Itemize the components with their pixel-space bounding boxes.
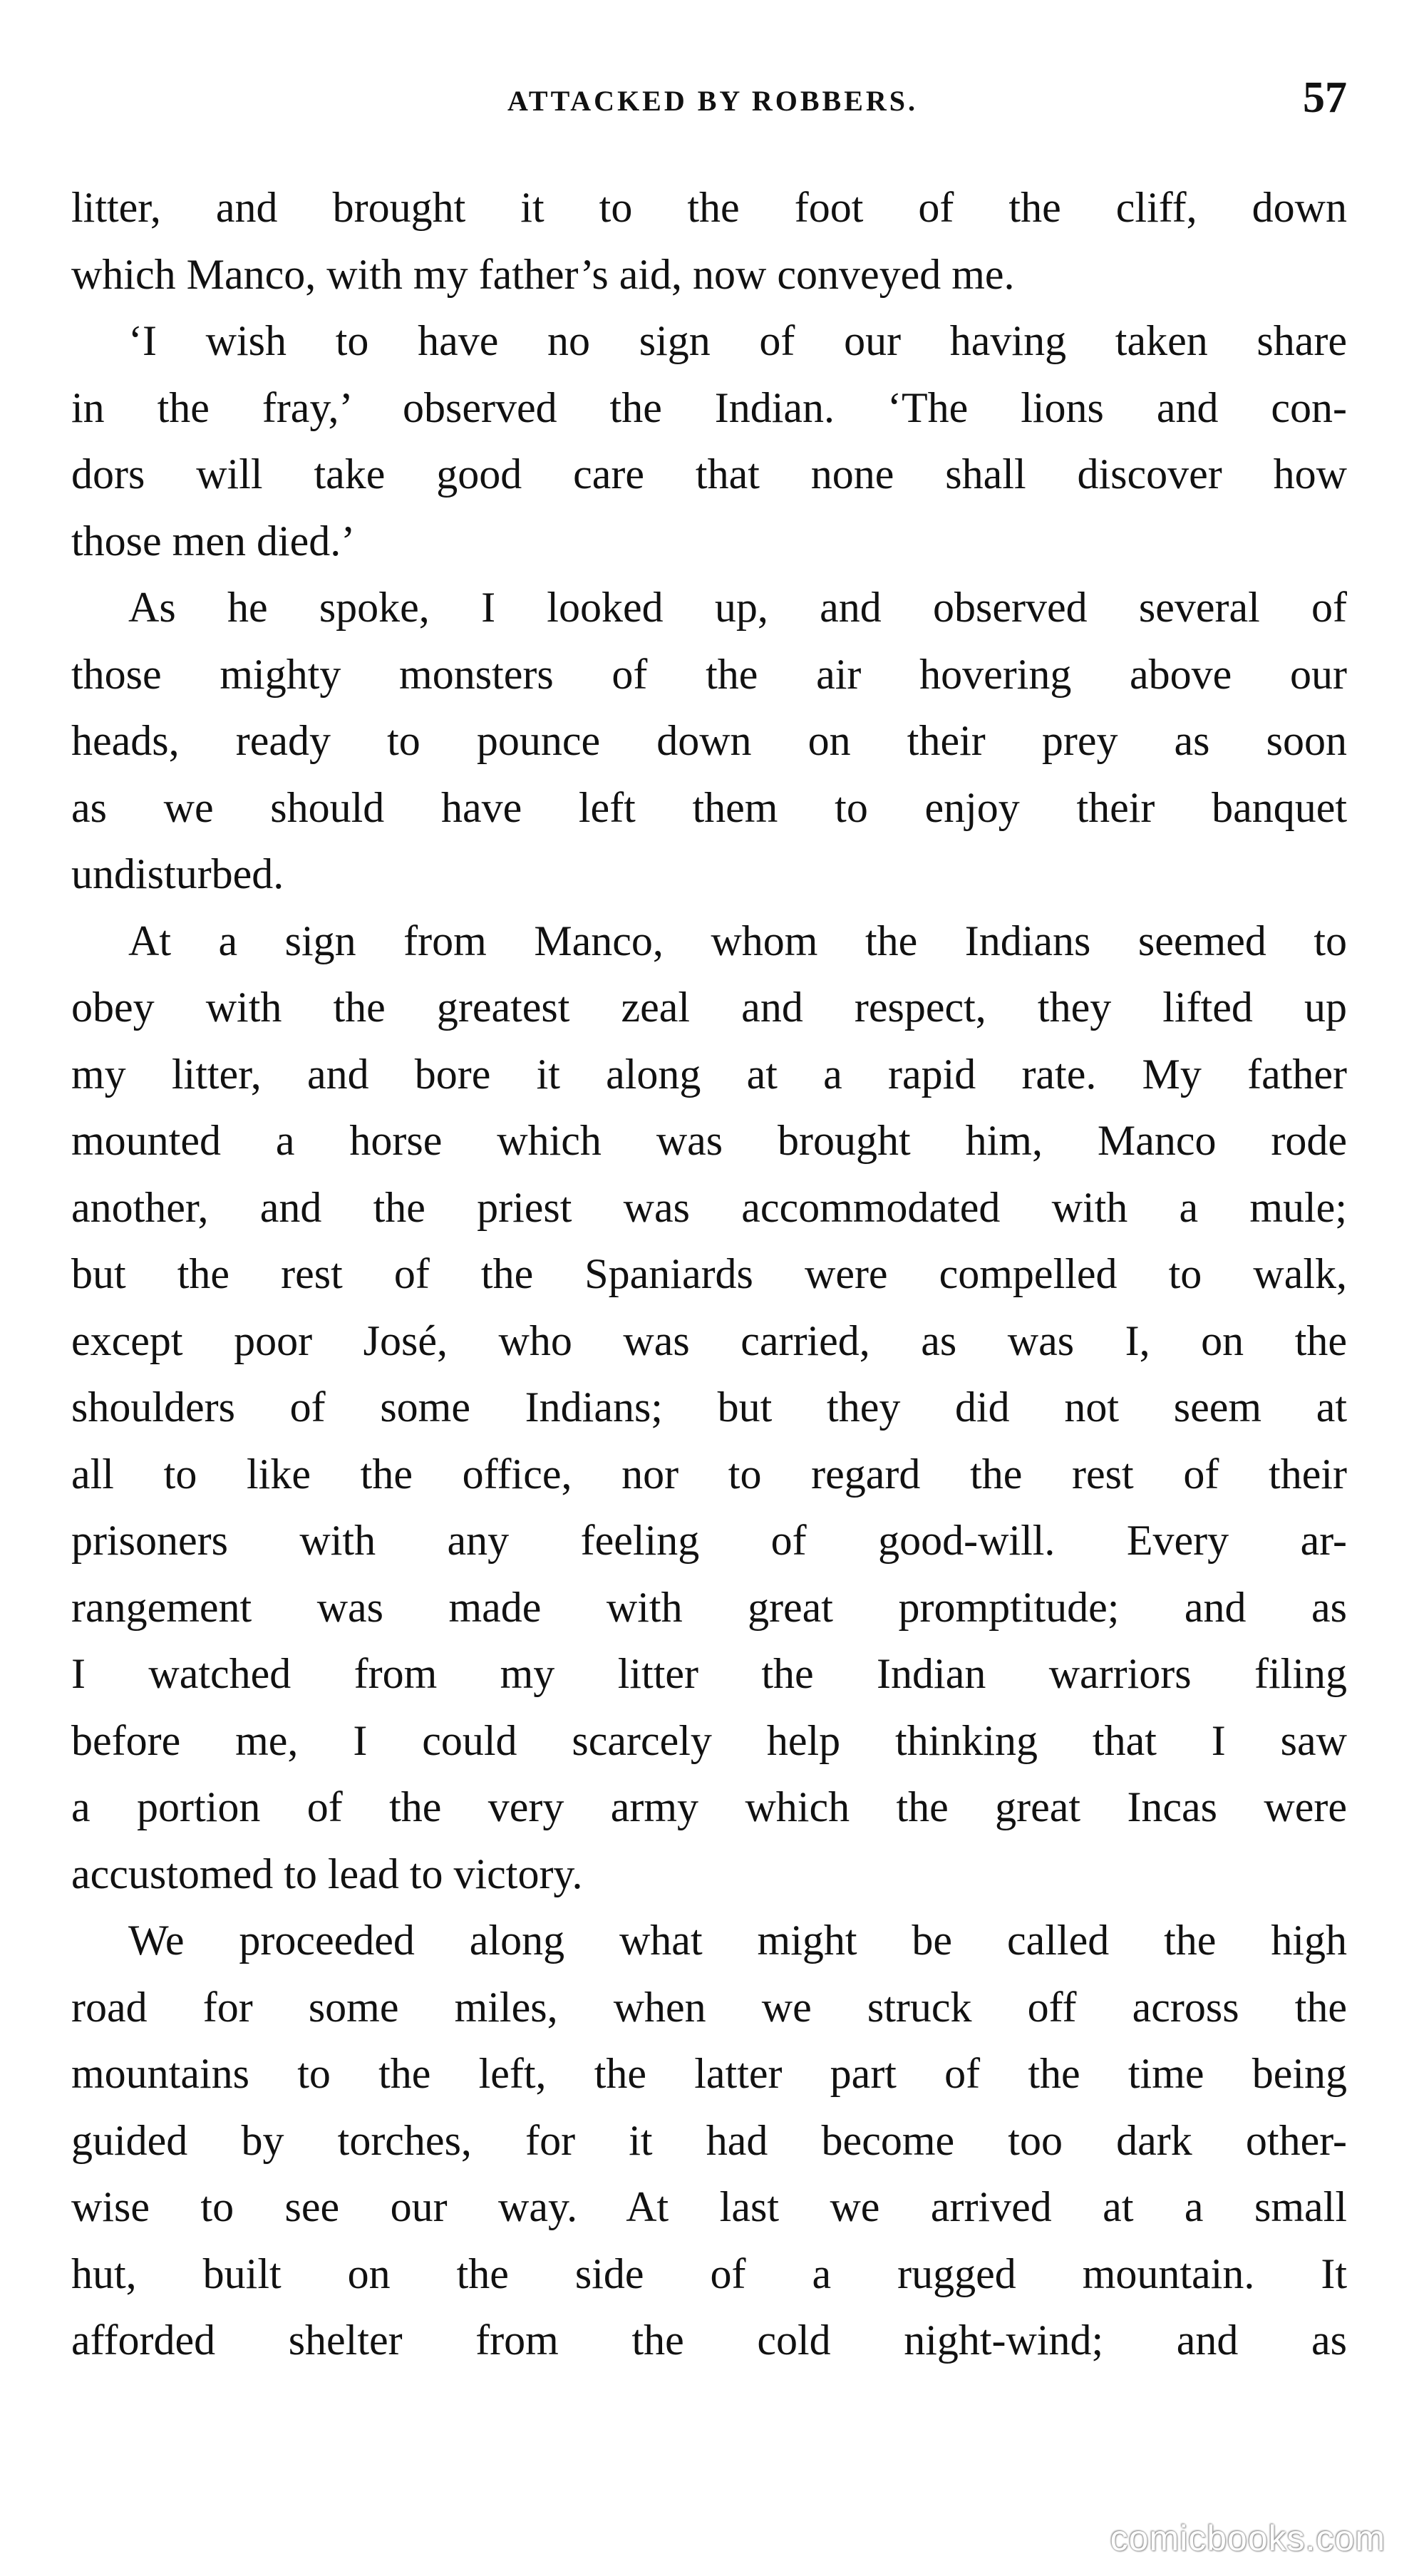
body-text: [71, 175, 1347, 2374]
page-number: 57: [1303, 73, 1347, 122]
text-line: before me, I could scarcely help thinking that I saw: [71, 1716, 1347, 1764]
text-line: guided by torches, for it had become too dark other-: [71, 2116, 1347, 2164]
text-line: wise to see our way. At last we arrived at a small: [71, 2183, 1347, 2230]
text-line: which Manco, with my father’s aid, now conveyed me.: [71, 250, 1015, 298]
text-line: heads, ready to pounce down on their prey as soon: [71, 717, 1347, 764]
text-line: accustomed to lead to victory.: [71, 1850, 583, 1897]
text-line: afforded shelter from the cold night-wind; and as: [71, 2317, 1347, 2364]
text-line: hut, built on the side of a rugged mountain. It: [71, 2250, 1347, 2297]
text-line: in the fray,’ observed the Indian. ‘The lions and con-: [71, 383, 1347, 431]
watermark: comicbooks.com: [1110, 2518, 1385, 2558]
text-line: litter, and brought it to the foot of the cliff, down: [71, 184, 1347, 231]
text-line: those mighty monsters of the air hovering above our: [71, 650, 1347, 698]
text-line: mountains to the left, the latter part of the time being: [71, 2050, 1347, 2097]
text-line: As he spoke, I looked up, and observed several of: [128, 584, 1347, 631]
text-line: my litter, and bore it along at a rapid rate. My father: [71, 1050, 1347, 1098]
text-line: road for some miles, when we struck off across the: [71, 1983, 1347, 2031]
text-line: except poor José, who was carried, as was I, on the: [71, 1317, 1347, 1364]
text-line: as we should have left them to enjoy their banquet: [71, 783, 1347, 831]
text-line: undisturbed.: [71, 850, 284, 897]
text-line: another, and the priest was accommodated with a mule;: [71, 1183, 1347, 1231]
text-line: but the rest of the Spaniards were compelled to walk,: [71, 1250, 1347, 1297]
text-line: I watched from my litter the Indian warriors filing: [71, 1650, 1347, 1697]
text-line: those men died.’: [71, 517, 356, 565]
running-title: ATTACKED BY ROBBERS.: [507, 85, 918, 117]
text-line: ‘I wish to have no sign of our having taken share: [128, 317, 1347, 364]
text-line: a portion of the very army which the great Incas were: [71, 1783, 1347, 1830]
text-line: mounted a horse which was brought him, Manco rode: [71, 1117, 1347, 1164]
running-head: [71, 71, 1354, 128]
text-line: At a sign from Manco, whom the Indians seemed to: [128, 917, 1347, 964]
text-line: We proceeded along what might be called the high: [128, 1917, 1347, 1964]
text-line: dors will take good care that none shall discover how: [71, 450, 1347, 498]
text-line: rangement was made with great promptitude; and as: [71, 1583, 1347, 1631]
text-line: all to like the office, nor to regard the rest of their: [71, 1450, 1347, 1498]
text-line: shoulders of some Indians; but they did not seem at: [71, 1384, 1347, 1431]
text-line: obey with the greatest zeal and respect, they lifted up: [71, 984, 1347, 1031]
text-line: prisoners with any feeling of good-will. Every ar-: [71, 1517, 1347, 1564]
